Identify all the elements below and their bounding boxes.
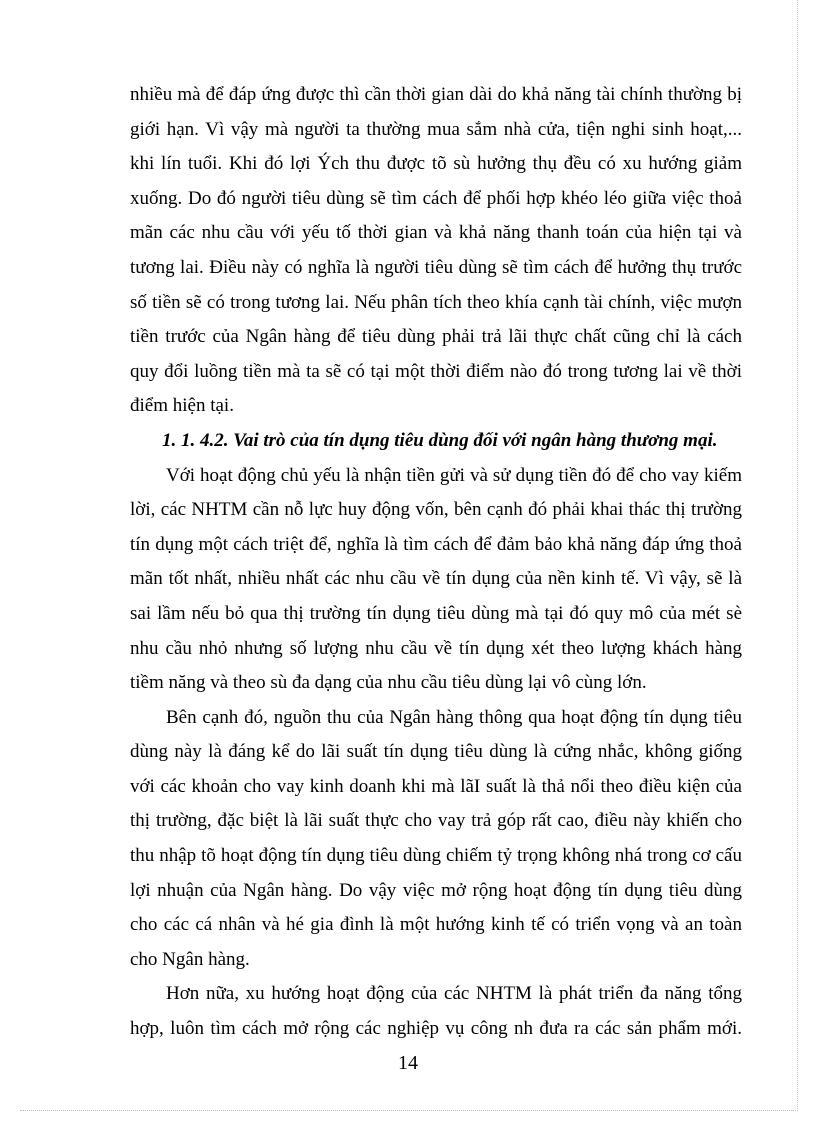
paragraph-consumer-timing: nhiều mà để đáp ứng được thì cần thời gian dài do khả năng tài chính thường bị giới hạn. Vì vậy mà người ta thường mua sắm nhà cửa, tiện nghi sinh hoạt,... khi lín tuổi. Khi đó lợi Ých thu được tõ sù hưởng thụ đều có xu hướng giảm xuống. Do đó người tiêu dùng sẽ tìm cách để phối hợp khéo léo giữa việc thoả mãn các nhu cầu với yếu tố thời gian và khả năng thanh toán của hiện tại và tương lai. Điều này có nghĩa là người tiêu dùng sẽ tìm cách để hưởng thụ trước số tiền sẽ có trong tương lai. Nếu phân tích theo khía cạnh tài chính, việc mượn tiền trước của Ngân hàng để tiêu dùng phải trả lãi thực chất cũng chỉ là cách quy đổi luồng tiền mà ta sẽ có tại một thời điểm nào đó trong tương lai về thời điểm hiện tại. (130, 84, 742, 417)
page-border-bottom (20, 1110, 796, 1111)
paragraph-trend (130, 977, 742, 1046)
page-border-right (797, 0, 798, 1111)
paragraph-trend-line-2: hợp, luôn tìm cách mở rộng các nghiệp vụ công nh đưa ra các sản phẩm mới. (130, 1018, 742, 1040)
page-number: 14 (398, 1052, 418, 1074)
section-heading: 1. 1. 4.2. Vai trò của tín dụng tiêu dùng đối với ngân hàng thương mại. (162, 429, 718, 451)
document-body (130, 78, 742, 1047)
paragraph-revenue: Bên cạnh đó, nguồn thu của Ngân hàng thông qua hoạt động tín dụng tiêu dùng này là đáng kể do lãi suất tín dụng tiêu dùng là cứng nhắc, không giống với các khoản cho vay kinh doanh khi mà lãI suất là thả nổi theo điều kiện của thị trường, đặc biệt là lãi suất thực cho vay trả góp rất cao, điều này khiến cho thu nhập tõ hoạt động tín dụng tiêu dùng chiếm tỷ trọng không nhá trong cơ cấu lợi nhuận của Ngân hàng. Do vậy việc mở rộng hoạt động tín dụng tiêu dùng cho các cá nhân và hé gia đình là một hướng kinh tế có triển vọng và an toàn cho Ngân hàng. (130, 706, 742, 970)
paragraph-bank-role: Với hoạt động chủ yếu là nhận tiền gửi và sử dụng tiền đó để cho vay kiếm lời, các NHTM cần nỗ lực huy động vốn, bên cạnh đó phải khai thác thị trường tín dụng một cách triệt để, nghĩa là tìm cách để đảm bảo khả năng đáp ứng thoả mãn tốt nhất, nhiều nhất các nhu cầu về tín dụng của nền kinh tế. Vì vậy, sẽ là sai lầm nếu bỏ qua thị trường tín dụng tiêu dùng mà tại đó quy mô của mét sè nhu cầu nhỏ nhưng số lượng nhu cầu về tín dụng xét theo lượng khách hàng tiềm năng và theo sù đa dạng của nhu cầu tiêu dùng lại vô cùng lớn. (130, 464, 742, 694)
paragraph-trend-line-1: Hơn nữa, xu hướng hoạt động của các NHTM là phát triển đa năng tổng (166, 983, 742, 1005)
